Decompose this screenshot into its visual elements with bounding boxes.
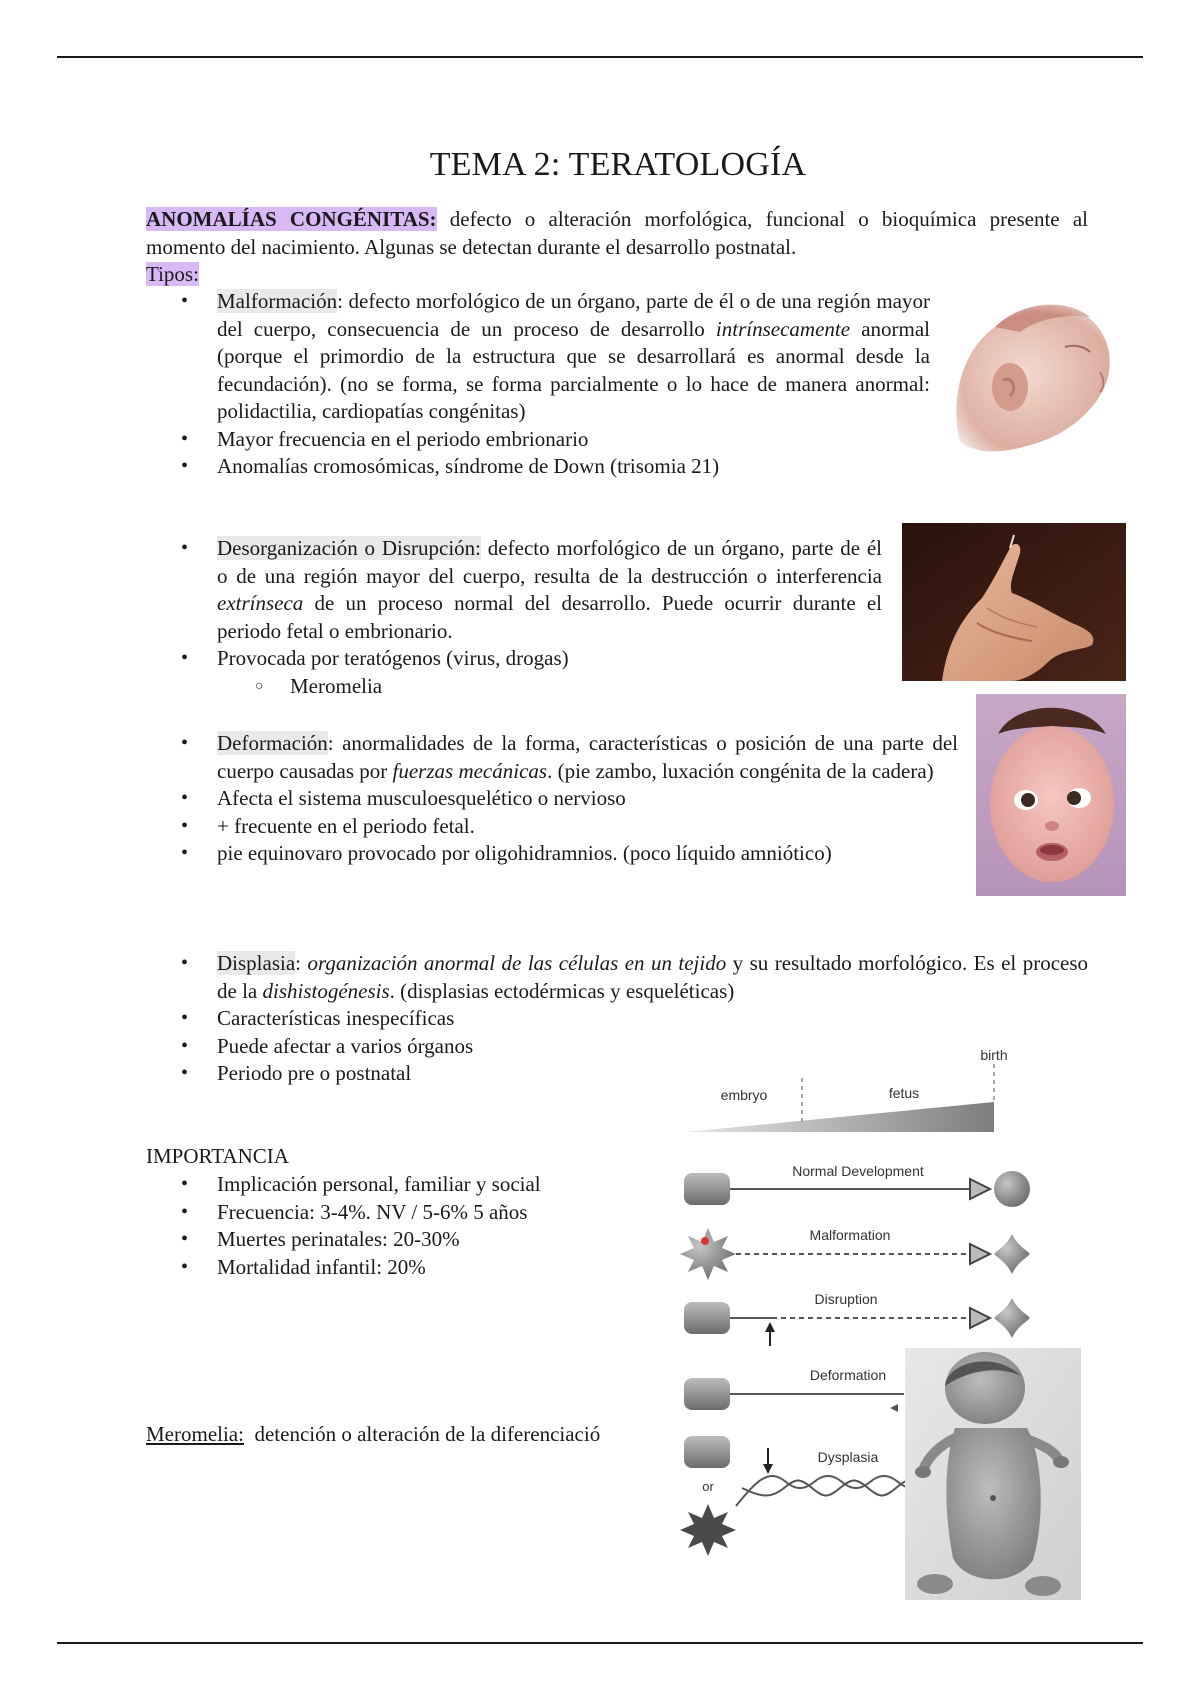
disrupcion-italic: extrínseca <box>217 591 304 615</box>
disrupcion-item <box>146 535 882 645</box>
fetus-label: fetus <box>888 1085 920 1101</box>
list-item: • Frecuencia: 3-4%. NV / 5-6% 5 años <box>146 1199 666 1227</box>
deformacion-list <box>146 730 958 868</box>
malformacion-italic: intrínsecamente <box>715 316 851 341</box>
displasia-italic-a: organización anormal de las células en un tejido <box>307 951 727 975</box>
list-item: • Características inespecíficas <box>146 1005 1088 1033</box>
normal-end-ball <box>994 1171 1030 1207</box>
normal-development-label: Normal Development <box>792 1163 924 1179</box>
malformacion-text-a: : defecto morfológico de un órgano, parte de él o de una región mayor del cuerpo, consecuencia de un proceso de desarrollo <box>217 289 930 341</box>
hand-illustration <box>902 523 1126 681</box>
disruption-start-block <box>684 1302 730 1334</box>
disruption-label: Disruption <box>814 1291 878 1307</box>
intro-term: ANOMALÍAS CONGÉNITAS: <box>146 207 437 231</box>
list-item: • Puede afectar a varios órganos <box>146 1033 1088 1061</box>
disrupcion-text-a: defecto morfológico de un órgano, parte de él o de una región mayor del cuerpo, resulta de la destrucción o interferencia <box>217 536 882 588</box>
deformacion-text-a: : anormalidades de la forma, características o posición de una parte del cuerpo causadas por <box>217 731 958 783</box>
top-rule <box>57 56 1143 58</box>
bottom-rule <box>57 1642 1143 1644</box>
normal-start-block <box>684 1173 730 1205</box>
malformacion-list <box>146 288 930 481</box>
importancia-heading: IMPORTANCIA <box>146 1144 289 1168</box>
disruption-end-shape <box>994 1298 1030 1338</box>
face-illustration <box>976 694 1126 896</box>
page-title: TEMA 2: TERATOLOGÍA <box>429 146 807 183</box>
meromelia-line <box>146 1421 670 1449</box>
malformation-start-star <box>680 1228 736 1280</box>
sub-list-item: ○ Meromelia <box>146 673 882 701</box>
photo-hand <box>902 523 1126 681</box>
list-item: • Anomalías cromosómicas, síndrome de Down (trisomia 21) <box>146 453 930 481</box>
list-item: • Periodo pre o postnatal <box>146 1060 1088 1088</box>
displasia-text-b: y su resultado morfológico. Es el proceso de la <box>217 951 1089 1003</box>
displasia-item <box>146 950 1088 1005</box>
birth-label: birth <box>980 1047 1008 1063</box>
list-item: • Afecta el sistema musculoesquelético o nervioso <box>146 785 958 813</box>
dysplasia-start-block <box>684 1436 730 1468</box>
disrupcion-list <box>146 535 882 700</box>
malformation-label: Malformation <box>809 1227 891 1243</box>
list-item: • Implicación personal, familiar y social <box>146 1171 666 1199</box>
disrupcion-term: Desorganización o Disrupción: <box>217 536 481 560</box>
deformation-label: Deformation <box>809 1367 887 1383</box>
photo-head <box>940 292 1140 477</box>
deformacion-term: Deformación <box>217 731 328 755</box>
meromelia-term: Meromelia: <box>146 1422 244 1446</box>
dysplasia-label: Dysplasia <box>817 1449 879 1465</box>
timeline-wedge <box>686 1102 994 1132</box>
displasia-italic-b: dishistogénesis <box>262 978 390 1003</box>
deformacion-item <box>146 730 958 785</box>
photo-face <box>976 694 1126 896</box>
photo-child <box>905 1348 1081 1600</box>
list-item: • Mortalidad infantil: 20% <box>146 1254 666 1282</box>
child-illustration <box>905 1348 1081 1600</box>
disrupcion-text-b: de un proceso normal del desarrollo. Puede ocurrir durante el periodo fetal o embrionario. <box>217 591 882 643</box>
malformacion-text-b: anormal (porque el primordio de la estructura que se desarrollará es anormal desde la fecundación). (no se forma, se forma parcialmente o lo hace de manera anormal: polidactilia, cardiopatías congénitas) <box>217 316 930 423</box>
list-item: • + frecuente en el periodo fetal. <box>146 813 958 841</box>
or-label: or <box>702 1479 714 1494</box>
list-item: • Muertes perinatales: 20-30% <box>146 1226 666 1254</box>
list-item: • pie equinovaro provocado por oligohidramnios. (poco líquido amniótico) <box>146 840 958 868</box>
embryo-label: embryo <box>720 1087 768 1103</box>
malformacion-term: Malformación <box>217 289 338 313</box>
types-label: Tipos: <box>146 262 199 286</box>
deformacion-text-b: . (pie zambo, luxación congénita de la cadera) <box>547 758 934 783</box>
importancia-list <box>146 1171 666 1281</box>
list-item: • Provocada por teratógenos (virus, drogas) <box>146 645 882 673</box>
dysplasia-alt-star <box>680 1504 736 1556</box>
displasia-term: Displasia <box>217 951 296 975</box>
deformation-start-block <box>684 1378 730 1410</box>
displasia-text-a: : <box>295 951 308 975</box>
deformacion-italic: fuerzas mecánicas <box>392 758 548 783</box>
head-illustration <box>940 292 1140 477</box>
meromelia-text: detención o alteración de la diferenciació <box>243 1422 601 1446</box>
list-item: • Mayor frecuencia en el periodo embrionario <box>146 426 930 454</box>
malformacion-item <box>146 288 930 426</box>
intro-definition: defecto o alteración morfológica, funcional o bioquímica presente al momento del nacimiento. Algunas se detectan durante el desarrollo postnatal. <box>146 207 1088 259</box>
intro-paragraph <box>146 206 1088 261</box>
malformation-end-shape <box>994 1234 1030 1274</box>
displasia-text-c: . (displasias ectodérmicas y esqueléticas) <box>389 978 735 1003</box>
types-label-line <box>146 261 199 289</box>
